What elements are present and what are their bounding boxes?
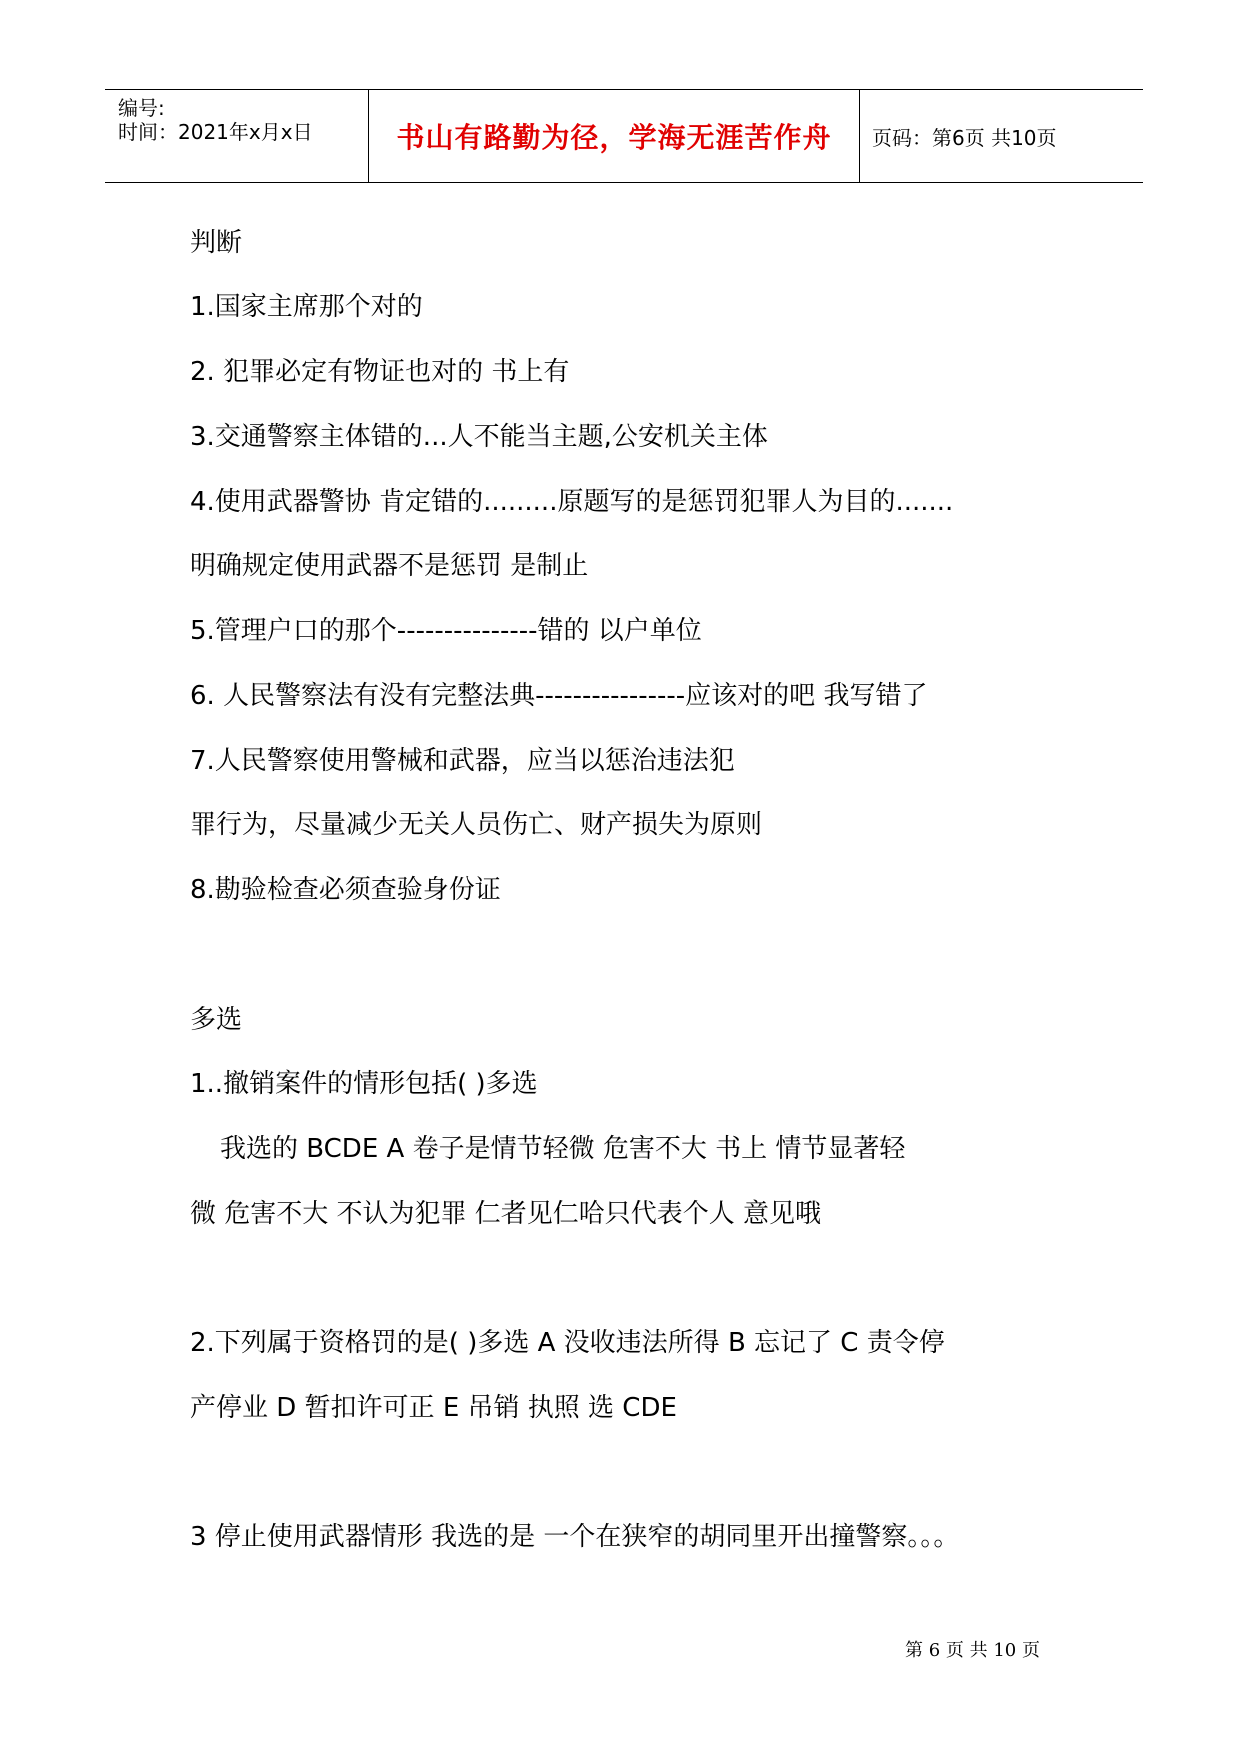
serial-label: 编号: xyxy=(118,96,165,120)
motto: 书山有路勤为径，学海无涯苦作舟 xyxy=(396,121,832,154)
body-line: 微 危害不大 不认为犯罪 仁者见仁哈只代表个人 意见哦 xyxy=(190,1199,822,1229)
body-line: 7.人民警察使用警械和武器，应当以惩治违法犯 xyxy=(190,746,735,776)
footer-page-number: 第 6 页 共 10 页 xyxy=(905,1640,1040,1661)
body-line: 4.使用武器警协 肯定错的.........原题写的是惩罚犯罪人为目的....... xyxy=(190,487,954,517)
body-line: 3 停止使用武器情形 我选的是 一个在狭窄的胡同里开出撞警察。。。 xyxy=(190,1522,960,1552)
header-left-cell xyxy=(105,90,368,182)
body-line: 罪行为，尽量减少无关人员伤亡、财产损失为原则 xyxy=(190,810,763,840)
document-header xyxy=(105,89,1143,183)
section-heading-judgement: 判断 xyxy=(190,228,243,258)
body-line: 我选的 BCDE A 卷子是情节轻微 危害不大 书上 情节显著轻 xyxy=(220,1134,906,1164)
body-line: 2.下列属于资格罚的是( )多选 A 没收违法所得 B 忘记了 C 责令停 xyxy=(190,1328,945,1358)
header-right-cell xyxy=(860,90,1143,182)
body-line: 1.国家主席那个对的 xyxy=(190,292,423,322)
time-label: 时间：2021年x月x日 xyxy=(118,120,313,144)
header-middle-cell xyxy=(368,90,860,182)
body-line: 2. 犯罪必定有物证也对的 书上有 xyxy=(190,357,570,387)
body-line: 产停业 D 暂扣许可正 E 吊销 执照 选 CDE xyxy=(190,1393,677,1423)
body-line: 1..撤销案件的情形包括( )多选 xyxy=(190,1069,538,1099)
section-heading-multiple-choice: 多选 xyxy=(190,1005,243,1035)
body-line: 6. 人民警察法有没有完整法典----------------应该对的吧 我写错了 xyxy=(190,681,928,711)
body-line: 3.交通警察主体错的...人不能当主题,公安机关主体 xyxy=(190,422,768,452)
body-line: 明确规定使用武器不是惩罚 是制止 xyxy=(190,551,589,581)
header-page-info: 页码：第6页 共10页 xyxy=(872,125,1057,150)
body-line: 5.管理户口的那个---------------错的 以户单位 xyxy=(190,616,702,646)
body-line: 8.勘验检查必须查验身份证 xyxy=(190,875,501,905)
